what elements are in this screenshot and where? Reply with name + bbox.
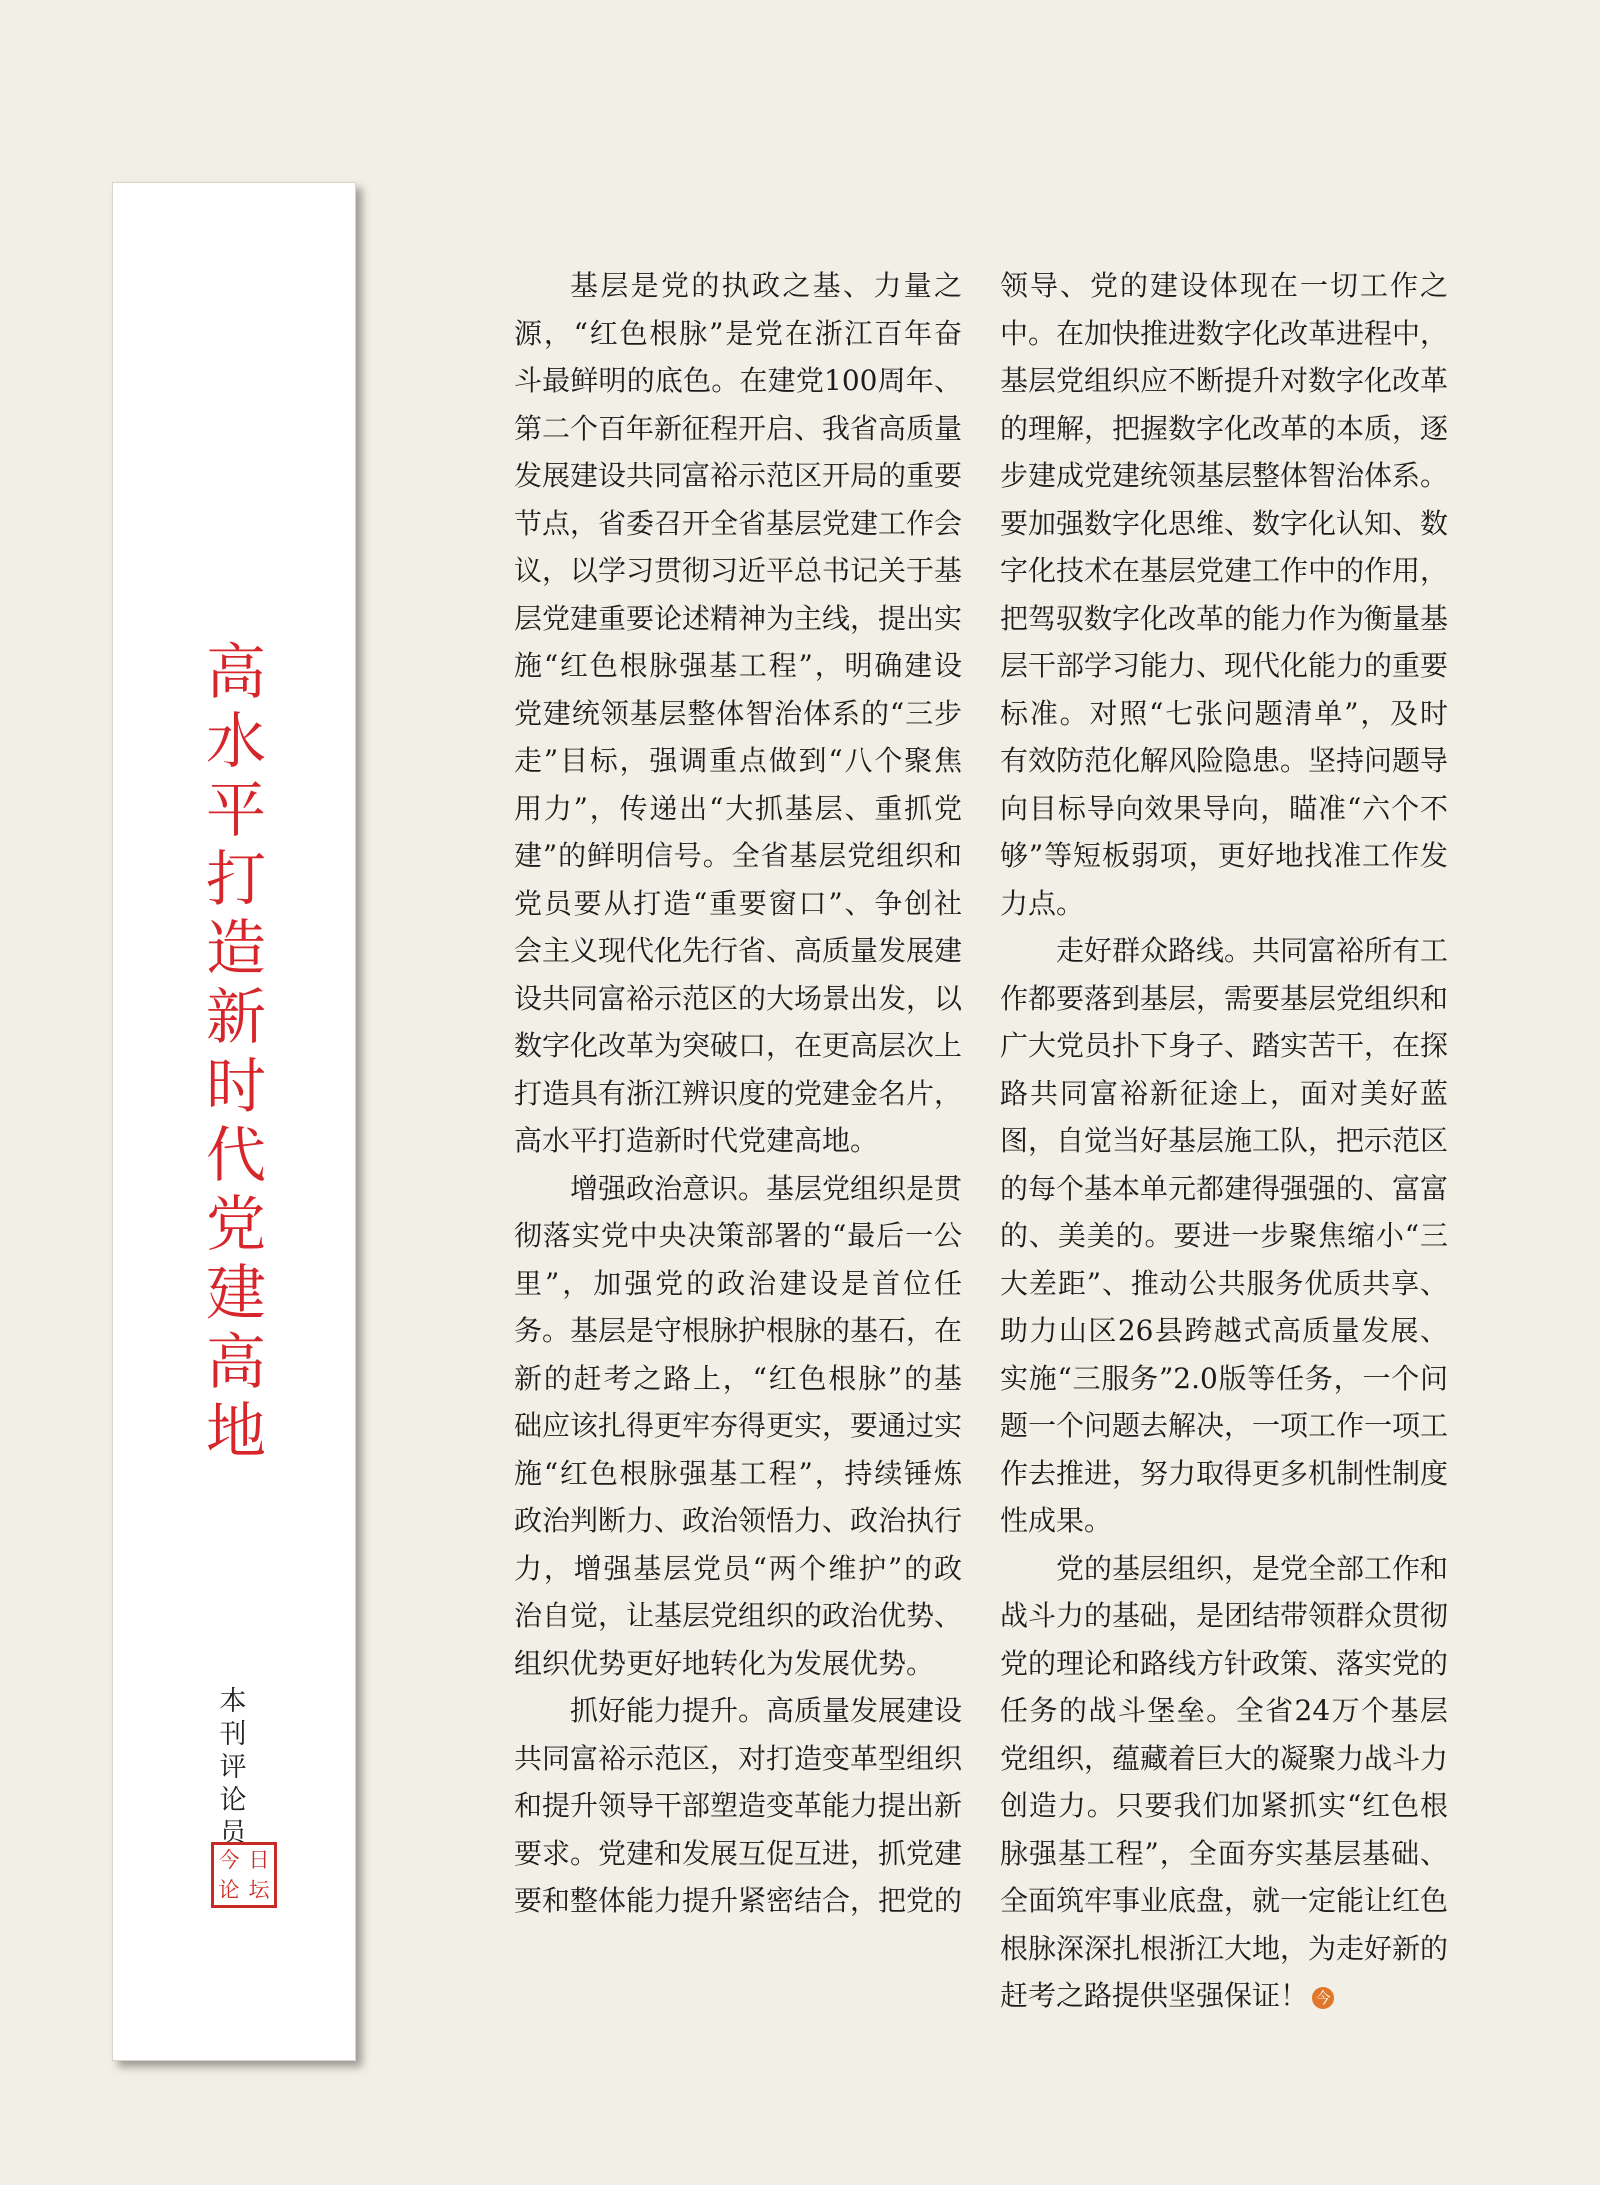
paragraph: 抓好能力提升。高质量发展建设共同富裕示范区，对打造变革型组织和提升领导干部塑造变革能力提出新要求。党建和发展互促互进，抓党建要和整体能力提升紧密结合，把党的: [514, 1694, 963, 1917]
article-column-right: [1000, 262, 1448, 2020]
seal-char: 日: [248, 1847, 270, 1872]
paragraph-continued: 领导、党的建设体现在一切工作之中。在加快推进数字化改革进程中，基层党组织应不断提升对数字化改革的理解，把握数字化改革的本质，逐步建成党建统领基层整体智治体系。要加强数字化思维、数字化认知、数字化技术在基层党建工作中的作用，把驾驭数字化改革的能力作为衡量基层干部学习能力、现代化能力的重要标准。对照“七张问题清单”，及时有效防范化解风险隐患。坚持问题导向目标导向效果导向，瞄准“六个不够”等短板弱项，更好地找准工作发力点。: [1000, 269, 1449, 920]
sidebar-panel: [112, 182, 356, 2061]
paragraph-text: 党的基层组织，是党全部工作和战斗力的基础，是团结带领群众贯彻党的理论和路线方针政策、落实党的任务的战斗堡垒。全省24万个基层党组织，蕴藏着巨大的凝聚力战斗力创造力。只要我们加紧抓实“红色根脉强基工程”，全面夯实基层基础、全面筑牢事业底盘，就一定能让红色根脉深深扎根浙江大地，为走好新的赶考之路提供坚强保证！: [1000, 1551, 1449, 2012]
paragraph: 增强政治意识。基层党组织是贯彻落实党中央决策部署的“最后一公里”，加强党的政治建设是首位任务。基层是守根脉护根脉的基石，在新的赶考之路上，“红色根脉”的基础应该扎得更牢夯得更实，要通过实施“红色根脉强基工程”，持续锤炼政治判断力、政治领悟力、政治执行力，增强基层党员“两个维护”的政治自觉，让基层党组织的政治优势、组织优势更好地转化为发展优势。: [514, 1171, 963, 1680]
column-seal-logo: [211, 1842, 277, 1908]
paragraph-final: [1000, 1545, 1448, 2020]
seal-char: 今: [218, 1847, 240, 1872]
seal-char: 论: [218, 1877, 240, 1902]
seal-char: 坛: [248, 1877, 270, 1902]
author-byline: 本刊评论员: [219, 1686, 247, 1849]
paragraph: 走好群众路线。共同富裕所有工作都要落到基层，需要基层党组织和广大党员扑下身子、踏实苦干，在探路共同富裕新征途上，面对美好蓝图，自觉当好基层施工队，把示范区的每个基本单元都建得强强的、富富的、美美的。要进一步聚焦缩小“三大差距”、推动公共服务优质共享、助力山区26县跨越式高质量发展、实施“三服务”2.0版等任务，一个问题一个问题去解决，一项工作一项工作去推进，努力取得更多机制性制度性成果。: [1000, 934, 1449, 1537]
end-mark-icon: 今: [1312, 1987, 1334, 2009]
article-title: 高水平打造新时代党建高地: [206, 638, 266, 1467]
paragraph: 基层是党的执政之基、力量之源，“红色根脉”是党在浙江百年奋斗最鲜明的底色。在建党100周年、第二个百年新征程开启、我省高质量发展建设共同富裕示范区开局的重要节点，省委召开全省基层党建工作会议，以学习贯彻习近平总书记关于基层党建重要论述精神为主线，提出实施“红色根脉强基工程”，明确建设党建统领基层整体智治体系的“三步走”目标，强调重点做到“八个聚焦用力”，传递出“大抓基层、重抓党建”的鲜明信号。全省基层党组织和党员要从打造“重要窗口”、争创社会主义现代化先行省、高质量发展建设共同富裕示范区的大场景出发，以数字化改革为突破口，在更高层次上打造具有浙江辨识度的党建金名片，高水平打造新时代党建高地。: [514, 269, 963, 1157]
article-column-left: [514, 262, 962, 1925]
